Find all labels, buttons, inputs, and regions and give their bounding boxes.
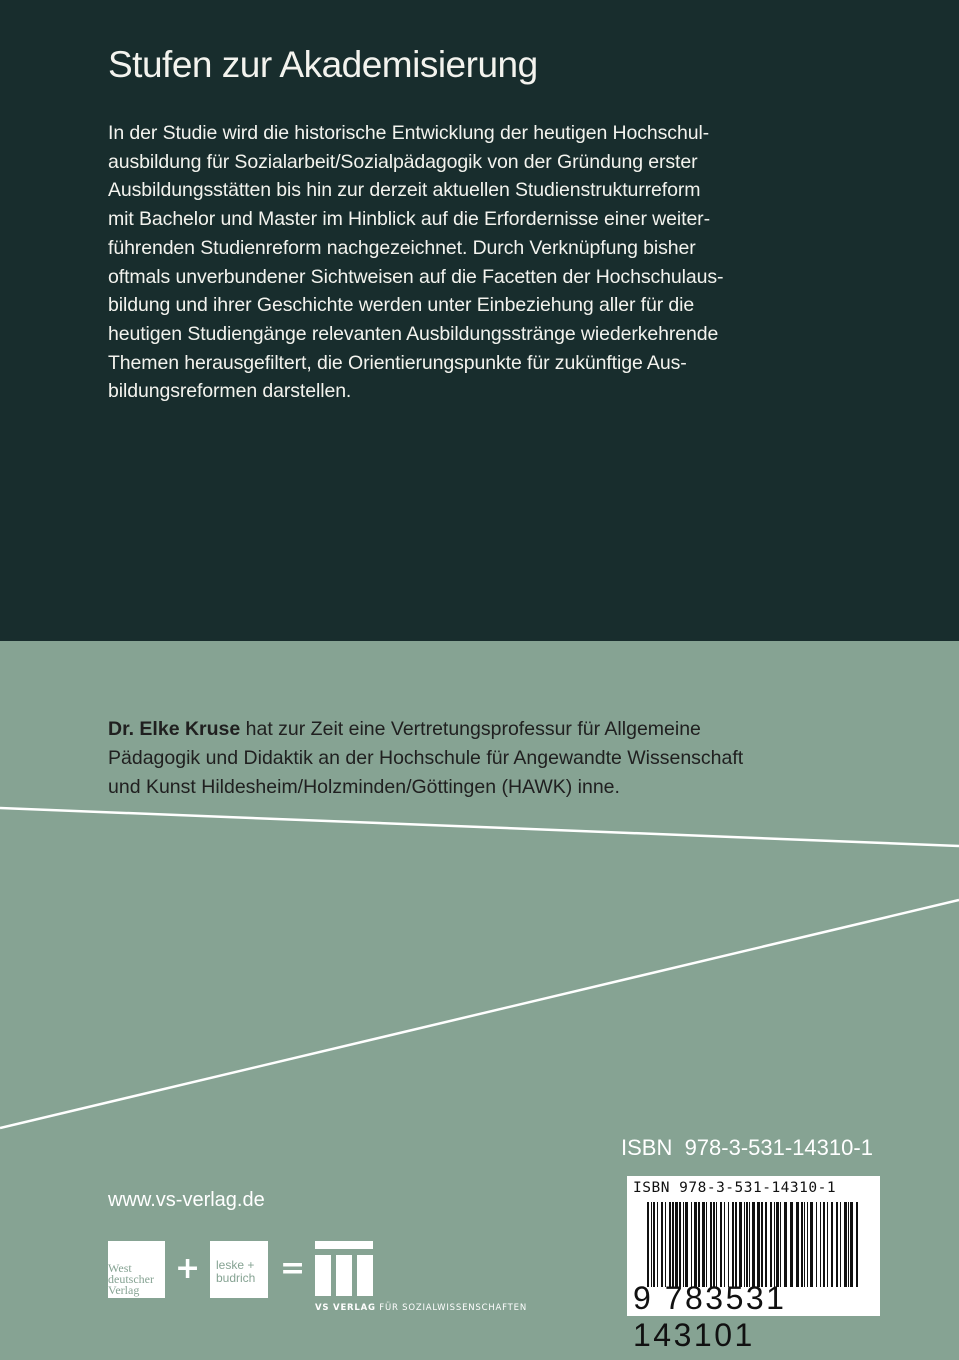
barcode-bar <box>836 1202 838 1287</box>
book-title: Stufen zur Akademisierung <box>108 44 538 85</box>
blurb-line: mit Bachelor und Master im Hinblick auf die Erfordernisse einer weiter- <box>108 208 710 231</box>
barcode-bar <box>749 1202 750 1287</box>
barcode-bar <box>844 1202 847 1287</box>
author-bio-text: und Kunst Hildesheim/Holzminden/Göttingen (HAWK) inne. <box>108 776 620 798</box>
westdeutscher-verlag-logo <box>108 1241 165 1298</box>
diagonal-line <box>0 900 959 1128</box>
barcode <box>627 1176 880 1353</box>
author-name: Dr. Elke Kruse <box>108 718 241 740</box>
blurb-line: In der Studie wird die historische Entwicklung der heutigen Hochschul- <box>108 122 710 144</box>
barcode-bar <box>716 1202 717 1287</box>
barcode-bar <box>856 1202 858 1287</box>
barcode-bar <box>713 1202 715 1287</box>
barcode-bar <box>784 1202 787 1287</box>
logo-text: VS VERLAG <box>315 1303 376 1313</box>
barcode-bar <box>816 1202 817 1287</box>
barcode-bar <box>706 1202 707 1287</box>
logo-text: FÜR SOZIALWISSENSCHAFTEN <box>375 1303 528 1313</box>
barcode-bar <box>850 1202 853 1287</box>
barcode-bar <box>720 1202 722 1287</box>
barcode-bar <box>685 1202 688 1287</box>
blurb <box>108 119 723 406</box>
barcode-bar <box>672 1202 674 1287</box>
barcode-bar <box>653 1202 655 1287</box>
barcode-bar <box>757 1202 760 1287</box>
blurb-line: Ausbildungsstätten bis hin zur derzeit aktuellen Studienstrukturreform <box>108 179 701 202</box>
barcode-bar <box>702 1202 705 1287</box>
barcode-bar <box>831 1202 833 1287</box>
barcode-bar <box>710 1202 712 1287</box>
barcode-bar <box>823 1202 825 1287</box>
barcode-bar <box>661 1202 663 1287</box>
vs-verlag-logo-icon <box>315 1241 373 1296</box>
barcode-isbn: ISBN 978-3-531-14310-1 <box>633 1180 837 1196</box>
barcode-bar <box>780 1202 781 1287</box>
barcode-bar <box>732 1202 734 1287</box>
equals-sign: = <box>280 1251 306 1286</box>
barcode-bar <box>840 1202 841 1287</box>
barcode-bars <box>647 1202 862 1287</box>
barcode-bar <box>801 1202 803 1287</box>
barcode-bar <box>807 1202 808 1287</box>
vs-verlag-name <box>315 1303 527 1313</box>
barcode-bar <box>744 1202 745 1287</box>
blurb-line: bildungsreformen darstellen. <box>108 380 352 403</box>
blurb-line: heutigen Studiengänge relevanten Ausbildungsstränge wiederkehrende <box>108 322 719 345</box>
publisher-url[interactable]: www.vs-verlag.de <box>108 1189 265 1211</box>
barcode-bar <box>669 1202 671 1287</box>
barcode-bar <box>724 1202 725 1287</box>
barcode-bar <box>746 1202 748 1287</box>
author-bio-text: hat zur Zeit eine Vertretungsprofessur für Allgemeine <box>240 718 701 740</box>
barcode-bar <box>790 1202 793 1287</box>
logo-text: budrich <box>216 1271 256 1285</box>
logo-text: leske + <box>216 1258 255 1272</box>
barcode-bar <box>728 1202 729 1287</box>
barcode-bar <box>752 1202 755 1287</box>
barcode-bar <box>735 1202 737 1287</box>
barcode-bar <box>776 1202 779 1287</box>
logo-text: West <box>108 1261 132 1275</box>
barcode-bar <box>827 1202 828 1287</box>
barcode-bar <box>804 1202 805 1287</box>
barcode-bar <box>810 1202 813 1287</box>
barcode-bar <box>848 1202 849 1287</box>
barcode-bar <box>647 1202 649 1287</box>
author-bio-text: Pädagogik und Didaktik an der Hochschule für Angewandte Wissenschaft <box>108 747 744 769</box>
plus-sign: + <box>175 1251 201 1286</box>
barcode-bar <box>770 1202 772 1287</box>
barcode-bar <box>820 1202 821 1287</box>
barcode-bar <box>665 1202 666 1287</box>
barcode-bar <box>698 1202 700 1287</box>
logo-text: Verlag <box>108 1283 140 1297</box>
cover-top-panel <box>0 0 959 641</box>
barcode-bar <box>796 1202 799 1287</box>
blurb-line: ausbildung für Sozialarbeit/Sozialpädagogik von der Gründung erster <box>108 150 698 173</box>
cover-bottom-panel <box>0 641 959 1360</box>
logo-text: deutscher <box>108 1272 154 1286</box>
barcode-bar <box>679 1202 681 1287</box>
barcode-bar <box>657 1202 658 1287</box>
blurb-line: führenden Studienreform nachgezeichnet. Durch Verknüpfung bisher <box>108 236 696 259</box>
barcode-bar <box>739 1202 742 1287</box>
barcode-bar <box>691 1202 692 1287</box>
barcode-bar <box>675 1202 678 1287</box>
blurb-line: oftmals unverbundener Sichtweisen auf die Facetten der Hochschulaus- <box>108 265 724 288</box>
barcode-bar <box>651 1202 652 1287</box>
blurb-line: bildung und ihrer Geschichte werden unter Einbeziehung aller für die <box>108 294 695 317</box>
blurb-line: Themen herausgefiltert, die Orientierungspunkte für zukünftige Aus- <box>108 351 687 374</box>
barcode-bar <box>761 1202 763 1287</box>
barcode-bar <box>683 1202 684 1287</box>
author-bio <box>108 715 743 802</box>
isbn-label: ISBN 978-3-531-14310-1 <box>621 1135 873 1160</box>
leske-budrich-logo <box>210 1241 268 1298</box>
diagonal-line <box>0 808 959 846</box>
barcode-bar <box>774 1202 775 1287</box>
barcode-number: 9 783531 143101 <box>633 1280 787 1353</box>
barcode-bar <box>694 1202 697 1287</box>
barcode-bar <box>765 1202 767 1287</box>
